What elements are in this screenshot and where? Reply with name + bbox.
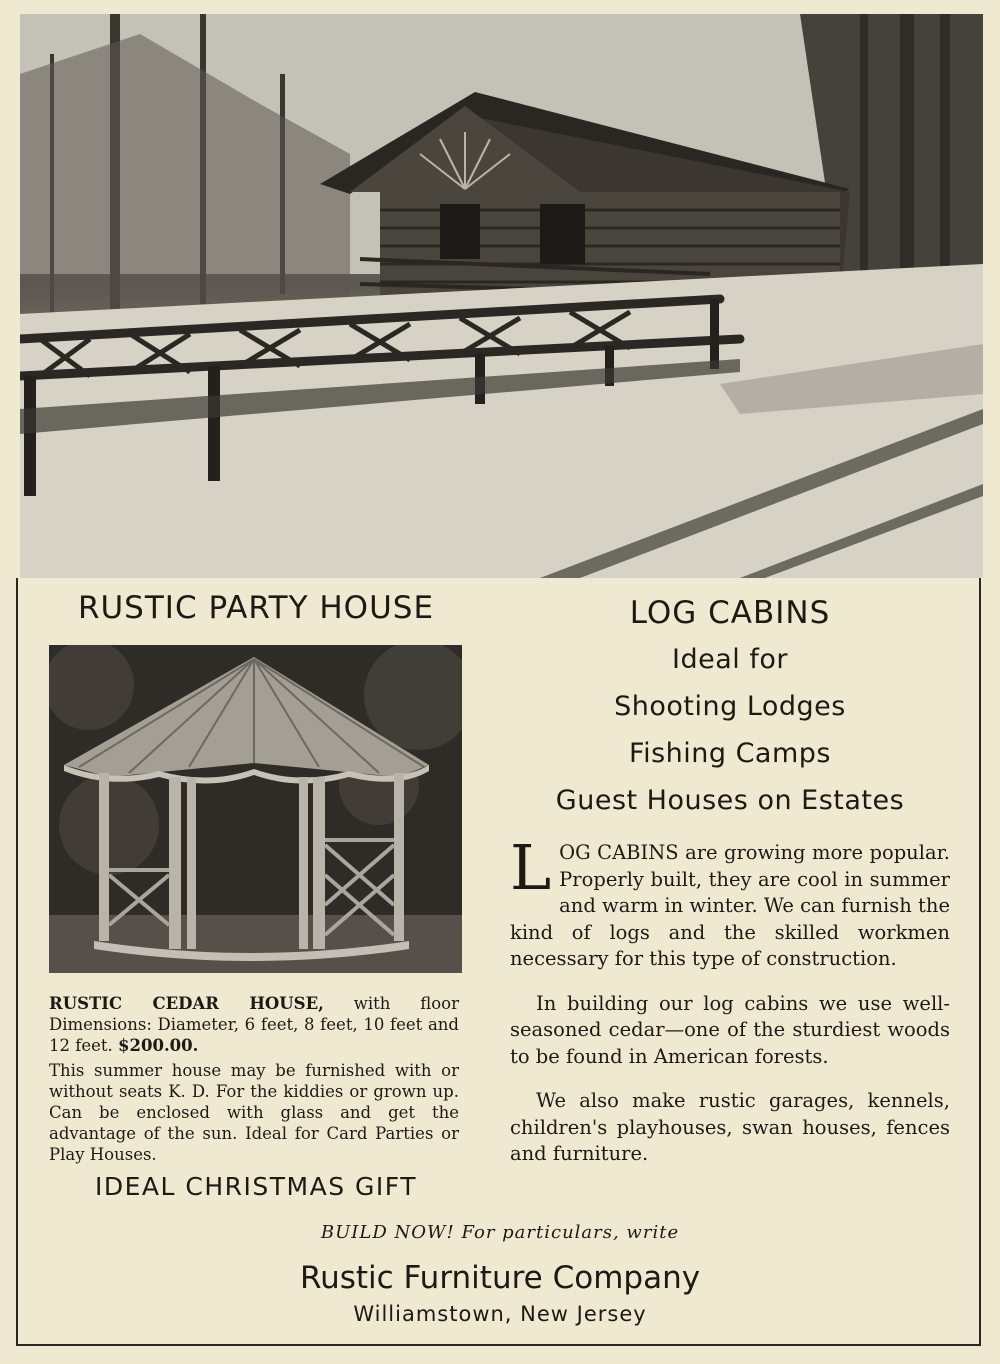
ideal-christmas-gift: IDEAL CHRISTMAS GIFT: [95, 1172, 417, 1201]
company-location: Williamstown, New Jersey: [353, 1302, 647, 1326]
drop-cap: L: [510, 831, 552, 904]
rustic-cedar-house-photo: [49, 645, 462, 973]
rustic-party-house-heading: RUSTIC PARTY HOUSE: [77, 590, 435, 626]
heading-line-4: Guest Houses on Estates: [555, 785, 905, 816]
company-name: Rustic Furniture Company: [299, 1260, 701, 1296]
log-cabin-photo: [20, 14, 983, 578]
log-cabins-body: [510, 831, 950, 1186]
heading-line-1: Ideal for: [672, 644, 788, 675]
caption-price: $200.00.: [118, 1036, 199, 1055]
build-now-line: [0, 1222, 1000, 1243]
paragraph-2: In building our log cabins we use well-seasoned cedar—one of the sturdiest woods to be found in American forests.: [510, 991, 950, 1068]
paragraph-1-text: OG CABINS are growing more popular. Properly built, they are cool in summer and warm in winter. We can furnish the kind of logs and the skilled workmen necessary for this type of construction.: [510, 841, 950, 970]
heading-line-2: Shooting Lodges: [614, 691, 846, 722]
log-cabins-heading: LOG CABINS: [629, 595, 831, 631]
caption-dimensions: with floor Dimensions: Diameter, 6 feet, 8 feet, 10 feet and 12 feet.: [49, 994, 459, 1055]
log-cabins-heading-block: [510, 590, 950, 824]
cedar-house-caption: [49, 993, 459, 1165]
build-now: BUILD NOW!: [320, 1222, 455, 1243]
paragraph-1: [510, 831, 950, 973]
caption-title: RUSTIC CEDAR HOUSE,: [49, 994, 324, 1013]
heading-line-3: Fishing Camps: [629, 738, 831, 769]
paragraph-3: We also make rustic garages, kennels, children's playhouses, swan houses, fences and furniture.: [510, 1089, 950, 1165]
particulars: For particulars, write: [454, 1222, 680, 1243]
caption-description: This summer house may be furnished with or without seats K. D. For the kiddies or grown up. Can be enclosed with glass and get the advantage of the sun. Ideal for Card Parties or Play Houses.: [49, 1061, 459, 1164]
